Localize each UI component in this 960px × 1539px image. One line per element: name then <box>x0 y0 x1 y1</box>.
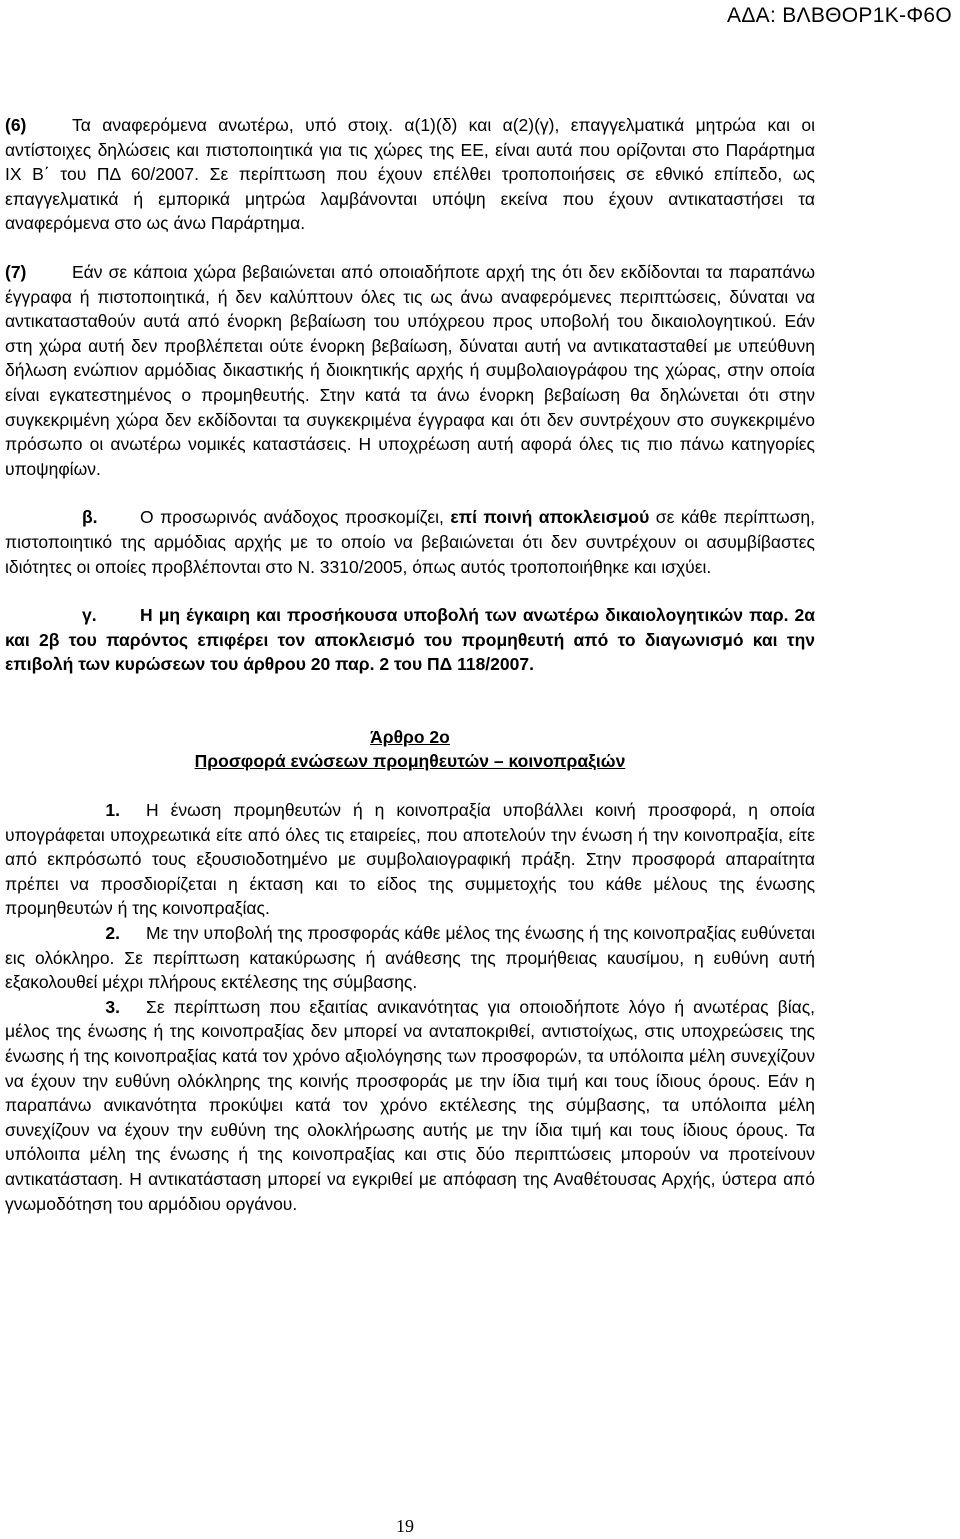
section-7-text: Εάν σε κάποια χώρα βεβαιώνεται από οποιαδήποτε αρχή της ότι δεν εκδίδονται τα παραπάνω έγγραφα ή πιστοποιητικά, ή δεν καλύπτουν όλες τις ως άνω αναφερόμενες περιπτώσεις, δύναται να αντικατασταθούν αυτά από ένορκη βεβαίωση του υπόχρεου προς υποβολή του δικαιολογητικού. Εάν στη χώρα αυτή δεν προβλέπεται ούτε ένορκη βεβαίωση, δύναται αυτή να αντικατασταθεί με υπεύθυνη δήλωση ενώπιον αρμόδιας δικαστικής ή διοικητικής αρχής ή συμβολαιογράφου της χώρας, στην οποία είναι εγκατεστημένος ο προμηθευτής. Στην κατά τα άνω ένορκη βεβαίωση θα δηλώνεται ότι στην συγκεκριμένη χώρα δεν εκδίδονται τα συγκεκριμένα έγγραφα και ότι δεν συντρέχουν στο συγκεκριμένο πρόσωπο οι ανωτέρω νομικές καταστάσεις. Η υποχρέωση αυτή αφορά όλες τις πιο πάνω κατηγορίες υποψηφίων. <box>5 261 815 479</box>
section-6-text: Τα αναφερόμενα ανωτέρω, υπό στοιχ. α(1)(δ) και α(2)(γ), επαγγελματικά μητρώα και οι αντίστοιχες δηλώσεις και πιστοποιητικά για τις χώρες της ΕΕ, είναι αυτά που ορίζονται στο Παράρτημα ΙΧ Β΄ του ΠΔ 60/2007. Σε περίπτωση που έχουν επέλθει τροποποιήσεις σε εθνικό επίπεδο, ως επαγγελματικά ή εμπορικά μητρώα λαμβάνονται υπόψη εκείνα που έχουν αντικαταστήσει τα αναφερόμενα στο ως άνω Παράρτημα. <box>5 115 815 234</box>
article-title-text: Προσφορά ενώσεων προμηθευτών – κοινοπραξιών <box>194 751 626 772</box>
section-7 <box>5 260 815 481</box>
paragraph-1-text: Η ένωση προμηθευτών ή η κοινοπραξία υποβάλλει κοινή προσφορά, η οποία υπογράφεται υποχρεωτικά είτε από όλες τις εταιρείες, που αποτελούν την ένωση ή την κοινοπραξία, είτε από εκπρόσωπό τους εξουσιοδοτημένο με συμβολαιογραφική πράξη. Στην προσφορά απαραίτητα πρέπει να προσδιορίζεται η έκταση και το είδος της συμμετοχής του κάθε μέλους της ένωσης προμηθευτών ή της κοινοπραξίας. <box>5 800 815 919</box>
page-number: 19 <box>396 1516 414 1536</box>
paragraph-2 <box>5 921 815 995</box>
article-number-text: Άρθρο 2ο <box>370 726 450 747</box>
document-body <box>5 113 815 1216</box>
section-6 <box>5 113 815 236</box>
paragraph-2-text: Με την υποβολή της προσφοράς κάθε μέλος της ένωσης ή της κοινοπραξίας ευθύνεται εις ολόκληρο. Σε περίπτωση κατακύρωσης ή ανάθεσης της προμήθειας καυσίμου, η ευθύνη αυτή εξακολουθεί μέχρι πλήρους εκτέλεσης της σύμβασης. <box>5 923 815 993</box>
section-g-label: γ. <box>82 605 97 626</box>
article-title <box>5 749 815 774</box>
section-b-text-after: σε κάθε περίπτωση, πιστοποιητικό της αρμόδιας αρχής με το οποίο να βεβαιώνεται ότι δεν συντρέχουν οι ασυμβίβαστες ιδιότητες οι οποίες προβλέπονται στο Ν. 3310/2005, όπως αυτός τροποποιήθηκε και ισχύει. <box>5 507 815 577</box>
article-number <box>5 725 815 750</box>
paragraph-1-number: 1. <box>105 800 120 821</box>
ada-code: ΑΔΑ: ΒΛΒΘΟΡ1Κ-Φ6Ο <box>727 4 952 27</box>
paragraph-3-text: Σε περίπτωση που εξαιτίας ανικανότητας για οποιοδήποτε λόγο ή ανωτέρας βίας, μέλος της ένωσης ή της κοινοπραξίας δεν μπορεί να ανταποκριθεί, αντιστοίχως, στις υποχρεώσεις της ένωσης ή της κοινοπραξίας κατά τον χρόνο αξιολόγησης των προσφορών, τα υπόλοιπα μέλη συνεχίζουν να έχουν την ευθύνη ολόκληρης της κοινής προσφοράς με την ίδια τιμή και τους ίδιους όρους. Εάν η παραπάνω ανικανότητα προκύψει κατά τον χρόνο εκτέλεσης της σύμβασης, τα υπόλοιπα μέλη συνεχίζουν να έχουν την ευθύνη της ολοκλήρωσης αυτής με την ίδια τιμή και τους ίδιους όρους. Τα υπόλοιπα μέλη της ένωσης ή της κοινοπραξίας και στις δύο περιπτώσεις μπορούν να προτείνουν αντικατάσταση. Η αντικατάσταση μπορεί να εγκριθεί με απόφαση της Αναθέτουσας Αρχής, ύστερα από γνωμοδότηση του αρμόδιου οργάνου. <box>5 996 815 1214</box>
paragraph-3 <box>5 995 815 1216</box>
paragraph-1 <box>5 798 815 921</box>
section-b <box>5 505 815 579</box>
paragraph-2-number: 2. <box>105 923 120 944</box>
section-6-label: (6) <box>5 115 27 135</box>
paragraph-3-number: 3. <box>105 996 120 1017</box>
section-b-text-before: Ο προσωρινός ανάδοχος προσκομίζει, <box>140 507 444 528</box>
section-b-text-bold: επί ποινή αποκλεισμού <box>450 507 650 528</box>
section-b-label: β. <box>82 507 98 528</box>
section-g-text: Η μη έγκαιρη και προσήκουσα υποβολή των ανωτέρω δικαιολογητικών παρ. 2α και 2β του παρόντος επιφέρει τον αποκλεισμό του προμηθευτή από το διαγωνισμό και την επιβολή των κυρώσεων του άρθρου 20 παρ. 2 του ΠΔ 118/2007. <box>5 605 815 675</box>
section-g <box>5 603 815 677</box>
section-7-label: (7) <box>5 261 27 282</box>
